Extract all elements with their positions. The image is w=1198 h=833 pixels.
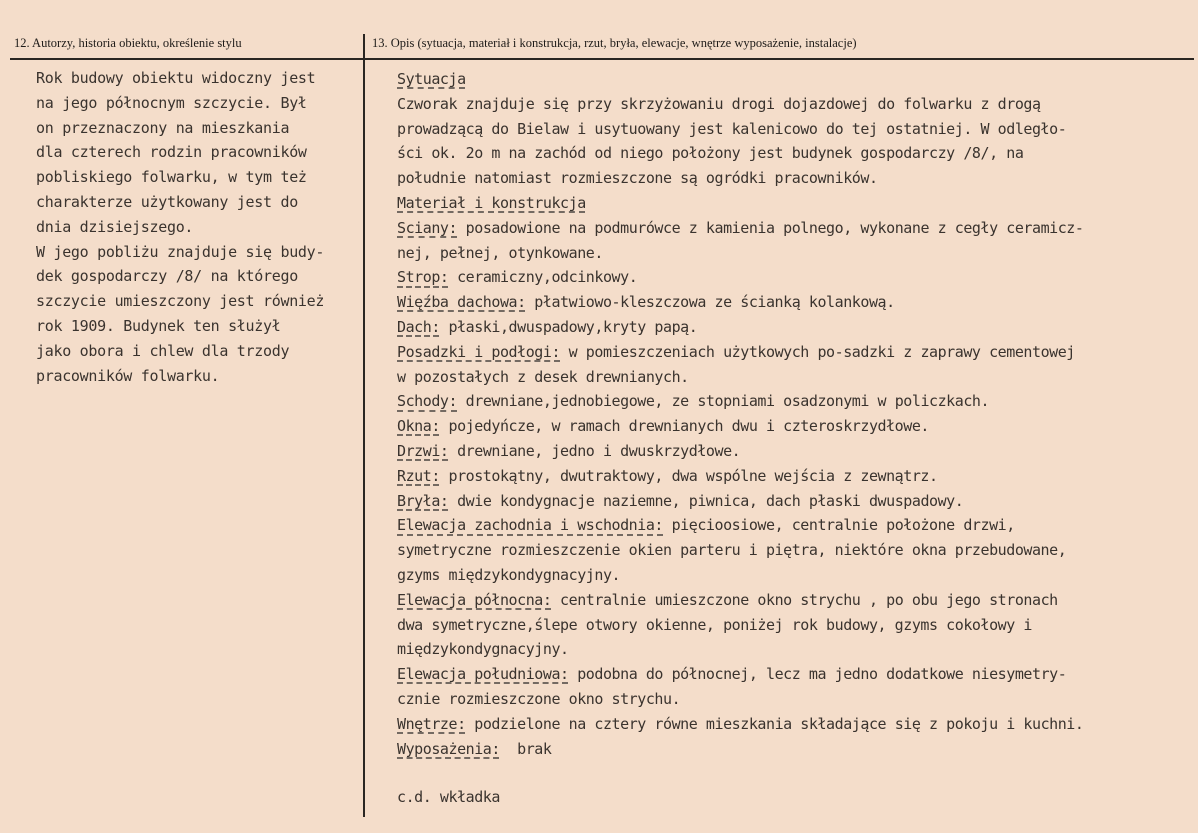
right-line xyxy=(397,340,1197,365)
field-text: dwie kondygnacje naziemne, piwnica, dach płaski dwuspadowy. xyxy=(448,491,964,510)
field-label: Drzwi: xyxy=(397,441,449,460)
field-text: w pozostałych z desek drewnianych. xyxy=(397,367,689,386)
field-text: cznie rozmieszczone okno strychu. xyxy=(397,689,681,708)
field-text: południe natomiast rozmieszczone są ogródki pracowników. xyxy=(397,169,878,188)
section-12-header: 12. Autorzy, historia obiektu, określenie stylu xyxy=(14,36,242,50)
field-text: międzykondygnacyjny. xyxy=(397,640,569,659)
field-text: ści ok. 2o m na zachód od niego położony jest budynek gospodarczy /8/, na xyxy=(397,144,1024,163)
field-label: Sytuacja xyxy=(397,70,466,88)
field-text: płaski,dwuspadowy,kryty papą. xyxy=(439,317,698,336)
field-label: Strop: xyxy=(397,268,449,287)
right-line xyxy=(397,712,1197,737)
right-line xyxy=(397,662,1197,687)
left-line: na jego północnym szczycie. Był xyxy=(36,93,307,112)
field-label: Posadzki i podłogi: xyxy=(397,342,561,361)
field-label: Wyposażenia: xyxy=(397,739,500,758)
field-label: Materiał i konstrukcja xyxy=(397,193,586,212)
right-line xyxy=(397,389,1197,414)
right-line xyxy=(397,290,1197,315)
right-line xyxy=(397,613,1197,638)
field-label: Więźba dachowa: xyxy=(397,293,526,312)
field-label: Wnętrze: xyxy=(397,714,466,733)
right-line xyxy=(397,737,1197,762)
right-line xyxy=(397,265,1197,290)
right-line xyxy=(397,538,1197,563)
field-text: symetryczne rozmieszczenie okien parteru i piętra, niektóre okna przebudowane, xyxy=(397,541,1067,560)
field-text: Czworak znajduje się przy skrzyżowaniu drogi dojazdowej do folwarku z drogą xyxy=(397,94,1041,113)
left-line: rok 1909. Budynek ten służył xyxy=(36,316,281,335)
right-line xyxy=(397,365,1197,390)
left-line: pobliskiego folwarku, w tym też xyxy=(36,168,307,187)
right-line xyxy=(397,513,1197,538)
field-label: Okna: xyxy=(397,417,440,436)
left-line: dnia dzisiejszego. xyxy=(36,217,194,236)
field-label: Sciany: xyxy=(397,218,458,237)
continuation-note: c.d. wkładka xyxy=(397,788,500,807)
right-line xyxy=(397,216,1197,241)
left-line: Rok budowy obiektu widoczny jest xyxy=(36,69,316,87)
field-label: Elewacja północna: xyxy=(397,590,552,609)
header-rule xyxy=(10,58,1194,60)
field-label: Dach: xyxy=(397,317,440,336)
right-line xyxy=(397,117,1197,142)
field-text: posadowione na podmurówce z kamienia polnego, wykonane z cegły ceramicz- xyxy=(457,218,1084,237)
right-line xyxy=(397,563,1197,588)
right-line xyxy=(397,92,1197,117)
field-text: prostokątny, dwutraktowy, dwa wspólne wejścia z zewnątrz. xyxy=(439,466,938,485)
field-label: Schody: xyxy=(397,392,458,411)
field-text: drewniane,jednobiegowe, ze stopniami osadzonymi w policzkach. xyxy=(457,392,990,411)
field-label: Rzut: xyxy=(397,466,440,485)
right-line xyxy=(397,439,1197,464)
left-line: jako obora i chlew dla trzody xyxy=(36,341,290,360)
field-text: pojedyńcze, w ramach drewnianych dwu i czteroskrzydłowe. xyxy=(439,417,930,436)
section-13-text xyxy=(397,67,1197,810)
field-text: brak xyxy=(499,739,552,758)
right-line xyxy=(397,588,1197,613)
right-line xyxy=(397,191,1197,216)
field-text: gzyms międzykondygnacyjny. xyxy=(397,565,621,584)
section-13-header: 13. Opis (sytuacja, materiał i konstrukcja, rzut, bryła, elewacje, wnętrze wyposażenie, instalacje) xyxy=(372,36,857,50)
right-line xyxy=(397,489,1197,514)
left-line: dla czterech rodzin pracowników xyxy=(36,143,307,162)
field-label: Elewacja południowa: xyxy=(397,665,569,684)
right-line xyxy=(397,414,1197,439)
left-line: pracowników folwarku. xyxy=(36,366,220,385)
field-text: centralnie umieszczone okno strychu , po obu jego stronach xyxy=(551,590,1058,609)
left-line: dek gospodarczy /8/ na którego xyxy=(36,267,298,286)
field-text: prowadzącą do Bielaw i usytuowany jest kalenicowo do tej ostatniej. W odległo- xyxy=(397,119,1067,138)
field-text: dwa symetryczne,ślepe otwory okienne, poniżej rok budowy, gzyms cokołowy i xyxy=(397,615,1032,634)
right-line xyxy=(397,315,1197,340)
field-text: nej, pełnej, otynkowane. xyxy=(397,243,603,262)
right-line xyxy=(397,464,1197,489)
field-label: Bryła: xyxy=(397,491,449,510)
section-12-text xyxy=(36,66,366,388)
field-text: ceramiczny,odcinkowy. xyxy=(448,268,638,287)
left-line: W jego pobliżu znajduje się budy- xyxy=(36,242,325,261)
right-line xyxy=(397,166,1197,191)
field-text: podobna do północnej, lecz ma jedno dodatkowe niesymetry- xyxy=(568,665,1067,684)
right-line xyxy=(397,141,1197,166)
left-line: on przeznaczony na mieszkania xyxy=(36,118,290,137)
left-line: charakterze użytkowany jest do xyxy=(36,192,298,211)
field-text: podzielone na cztery równe mieszkania składające się z pokoju i kuchni. xyxy=(465,714,1084,733)
field-text: drewniane, jedno i dwuskrzydłowe. xyxy=(448,441,741,460)
right-line xyxy=(397,687,1197,712)
field-text: pięcioosiowe, centralnie położone drzwi, xyxy=(663,516,1015,535)
left-line: szczycie umieszczony jest również xyxy=(36,292,325,311)
right-line xyxy=(397,67,1197,92)
field-text: w pomieszczeniach użytkowych po-sadzki z zaprawy cementowej xyxy=(560,342,1075,361)
right-line xyxy=(397,241,1197,266)
field-label: Elewacja zachodnia i wschodnia: xyxy=(397,516,664,535)
right-line xyxy=(397,637,1197,662)
field-text: płatwiowo-kleszczowa ze ścianką kolankową. xyxy=(525,293,895,312)
